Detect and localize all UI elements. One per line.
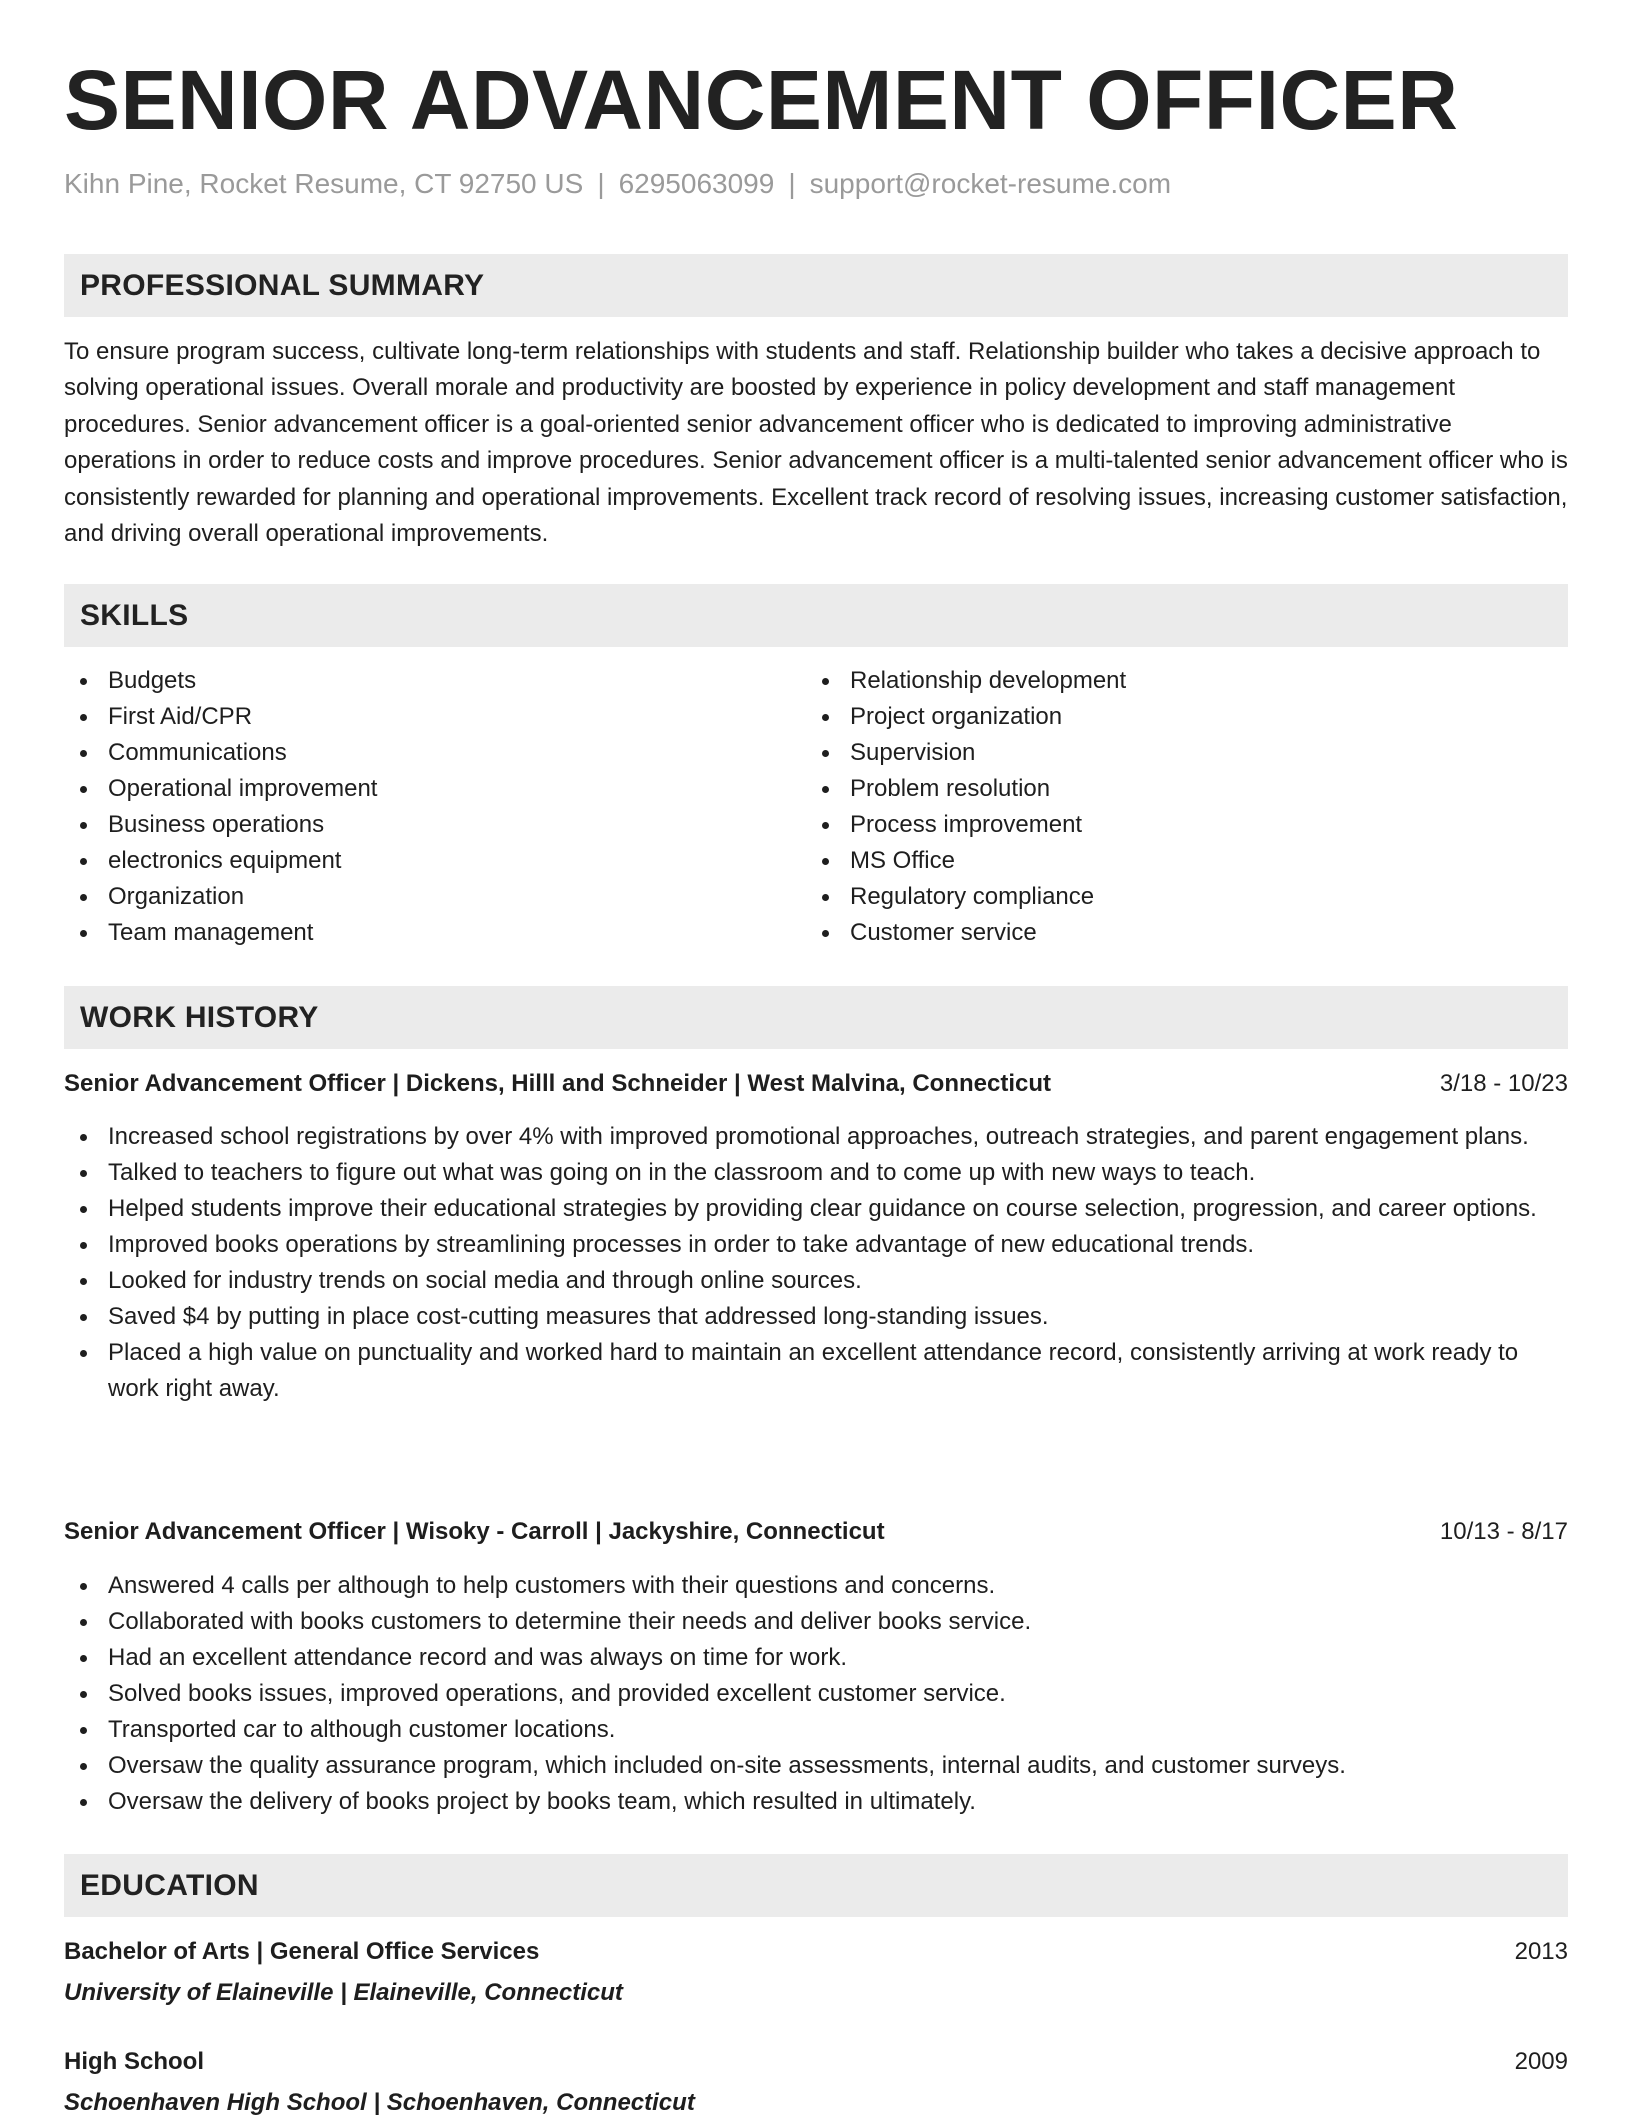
job-bullet: Improved books operations by streamlining processes in order to take advantage of new educational trends. (64, 1227, 1568, 1263)
job-bullet: Helped students improve their educational strategies by providing clear guidance on course selection, progression, and career options. (64, 1191, 1568, 1227)
skill-item: Communications (64, 735, 806, 771)
job-bullet: Solved books issues, improved operations, and provided excellent customer service. (64, 1676, 1568, 1712)
job-bullet: Increased school registrations by over 4% with improved promotional approaches, outreach strategies, and parent engagement plans. (64, 1119, 1568, 1155)
skills-column-left (64, 663, 806, 951)
job-bullet: Transported car to although customer locations. (64, 1712, 1568, 1748)
job-title: Senior Advancement Officer | Dickens, Hilll and Schneider | West Malvina, Connecticut (64, 1070, 1052, 1097)
skills-list (64, 663, 1568, 951)
job-dates: 3/18 - 10/23 (1439, 1070, 1568, 1097)
education-year: 2009 (1514, 2048, 1568, 2075)
contact-email: support@rocket-resume.com (809, 168, 1172, 199)
skill-item: Process improvement (806, 807, 1548, 843)
job-header (64, 1517, 1568, 1547)
skill-item: Operational improvement (64, 771, 806, 807)
education-school: University of Elaineville | Elaineville, Connecticut (64, 1979, 623, 2006)
job-bullet: Answered 4 calls per although to help customers with their questions and concerns. (64, 1568, 1568, 1604)
job-bullets (64, 1119, 1568, 1407)
job-bullet: Oversaw the delivery of books project by books team, which resulted in ultimately. (64, 1784, 1568, 1820)
skill-item: Customer service (806, 915, 1548, 951)
section-title-education: EDUCATION (80, 1868, 259, 1902)
education-degree: Bachelor of Arts | General Office Services (64, 1938, 540, 1965)
skill-item: Business operations (64, 807, 806, 843)
job-bullet: Looked for industry trends on social media and through online sources. (64, 1263, 1568, 1299)
summary-text: To ensure program success, cultivate long-term relationships with students and staff. Relationship builder who takes a decisive approach to solving operational issues. Overall morale and productivity are boosted by experience in policy development and staff management procedures. Senior advancement officer is a goal-oriented senior advancement officer who is dedicated to improving administrative operations in order to reduce costs and improve procedures. Senior advancement officer is a multi-talented senior advancement officer who is consistently rewarded for planning and operational improvements. Excellent track record of resolving issues, increasing customer satisfaction, and driving overall operational improvements. (64, 338, 1568, 548)
skill-item: Team management (64, 915, 806, 951)
job-dates: 10/13 - 8/17 (1439, 1518, 1568, 1545)
skill-item: Problem resolution (806, 771, 1548, 807)
skill-item: Relationship development (806, 663, 1548, 699)
job-bullet: Saved $4 by putting in place cost-cutting measures that addressed long-standing issues. (64, 1299, 1568, 1335)
section-header-summary (64, 254, 1568, 317)
section-title-skills: SKILLS (80, 598, 189, 632)
section-header-work-history (64, 986, 1568, 1049)
skill-item: MS Office (806, 843, 1548, 879)
section-header-education (64, 1854, 1568, 1917)
job-header (64, 1069, 1568, 1099)
job-title: Senior Advancement Officer | Wisoky - Carroll | Jackyshire, Connecticut (64, 1518, 885, 1545)
education-header (64, 2047, 1568, 2077)
section-title-summary: PROFESSIONAL SUMMARY (80, 268, 485, 302)
education-header (64, 1937, 1568, 1967)
resume-name: SENIOR ADVANCEMENT OFFICER (64, 53, 1459, 147)
skill-item: Supervision (806, 735, 1548, 771)
skill-item: Regulatory compliance (806, 879, 1548, 915)
job-bullet: Had an excellent attendance record and was always on time for work. (64, 1640, 1568, 1676)
education-year: 2013 (1514, 1938, 1568, 1965)
skill-item: Organization (64, 879, 806, 915)
skill-item: Project organization (806, 699, 1548, 735)
section-header-skills (64, 584, 1568, 647)
contact-separator: | (597, 168, 605, 199)
contact-phone: 6295063099 (618, 168, 775, 199)
job-bullet: Placed a high value on punctuality and worked hard to maintain an excellent attendance record, consistently arriving at work ready to work right away. (64, 1335, 1568, 1407)
skill-item: electronics equipment (64, 843, 806, 879)
contact-separator: | (788, 168, 796, 199)
skills-column-right (806, 663, 1548, 951)
section-title-work-history: WORK HISTORY (80, 1000, 319, 1034)
job-bullet: Collaborated with books customers to determine their needs and deliver books service. (64, 1604, 1568, 1640)
job-bullets (64, 1568, 1568, 1820)
contact-line (64, 168, 1171, 200)
job-bullet: Oversaw the quality assurance program, which included on-site assessments, internal audits, and customer surveys. (64, 1748, 1568, 1784)
job-bullet: Talked to teachers to figure out what was going on in the classroom and to come up with new ways to teach. (64, 1155, 1568, 1191)
contact-address: Kihn Pine, Rocket Resume, CT 92750 US (64, 168, 584, 199)
skill-item: Budgets (64, 663, 806, 699)
education-school: Schoenhaven High School | Schoenhaven, Connecticut (64, 2089, 695, 2116)
education-degree: High School (64, 2048, 204, 2075)
skill-item: First Aid/CPR (64, 699, 806, 735)
